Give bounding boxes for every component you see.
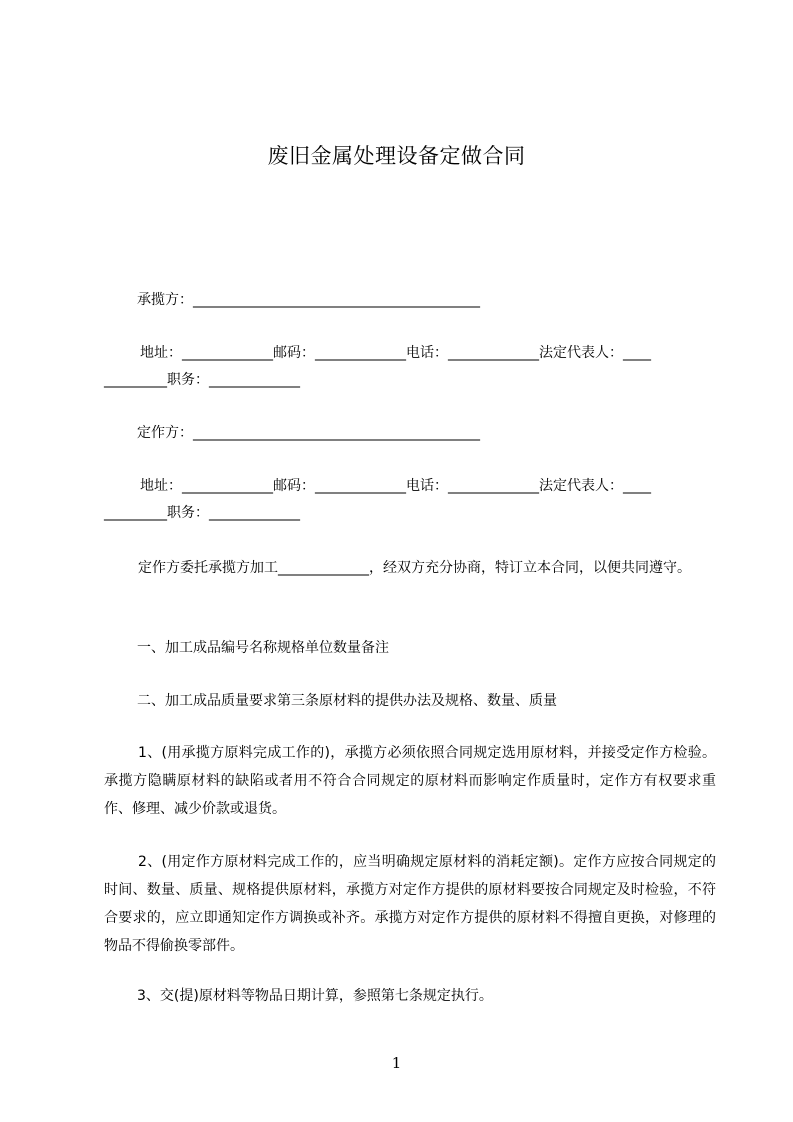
document-title: 废旧金属处理设备定做合同 (267, 144, 526, 168)
orderer-line: 定作方：_________________________________________ (137, 425, 480, 441)
clause-2-paragraph: 2、(用定作方原材料完成工作的，应当明确规定原材料的消耗定额)。定作方应按合同规定的时间、数量、质量、规格提供原材料，承揽方对定作方提供的原材料要按合同规定及时检验，不符合要求的，应立即通知定作方调换或补齐。承揽方对定作方提供的原材料不得擅自更换，对修理的物品不得偷换零部件。 (104, 854, 716, 954)
contractor-address-continuation: _________职务：_____________ (104, 372, 300, 388)
clause-3-paragraph: 3、交(提)原材料等物品日期计算，参照第七条规定执行。 (137, 988, 493, 1004)
intro-paragraph: 定作方委托承揽方加工_____________，经双方充分协商，特订立本合同，以便共同遵守。 (138, 560, 691, 576)
clause-1-paragraph: 1、(用承揽方原料完成工作的)，承揽方必须依照合同规定选用原材料，并接受定作方检验。承揽方隐瞒原材料的缺陷或者用不符合合同规定的原材料而影响定作质量时，定作方有权要求重作、修理、减少价款或退货。 (104, 745, 716, 817)
orderer-address-continuation: _________职务：_____________ (104, 505, 300, 521)
page-number: 1 (391, 1054, 402, 1072)
section-heading-2: 二、加工成品质量要求第三条原材料的提供办法及规格、数量、质量 (137, 693, 557, 709)
orderer-address-line: 地址：_____________邮码：_____________电话：_____________法定代表人：____ (140, 478, 651, 494)
contractor-address-line: 地址：_____________邮码：_____________电话：_____________法定代表人：____ (140, 345, 651, 361)
contractor-line: 承揽方：_________________________________________ (137, 292, 480, 308)
section-heading-1: 一、加工成品编号名称规格单位数量备注 (137, 640, 389, 656)
